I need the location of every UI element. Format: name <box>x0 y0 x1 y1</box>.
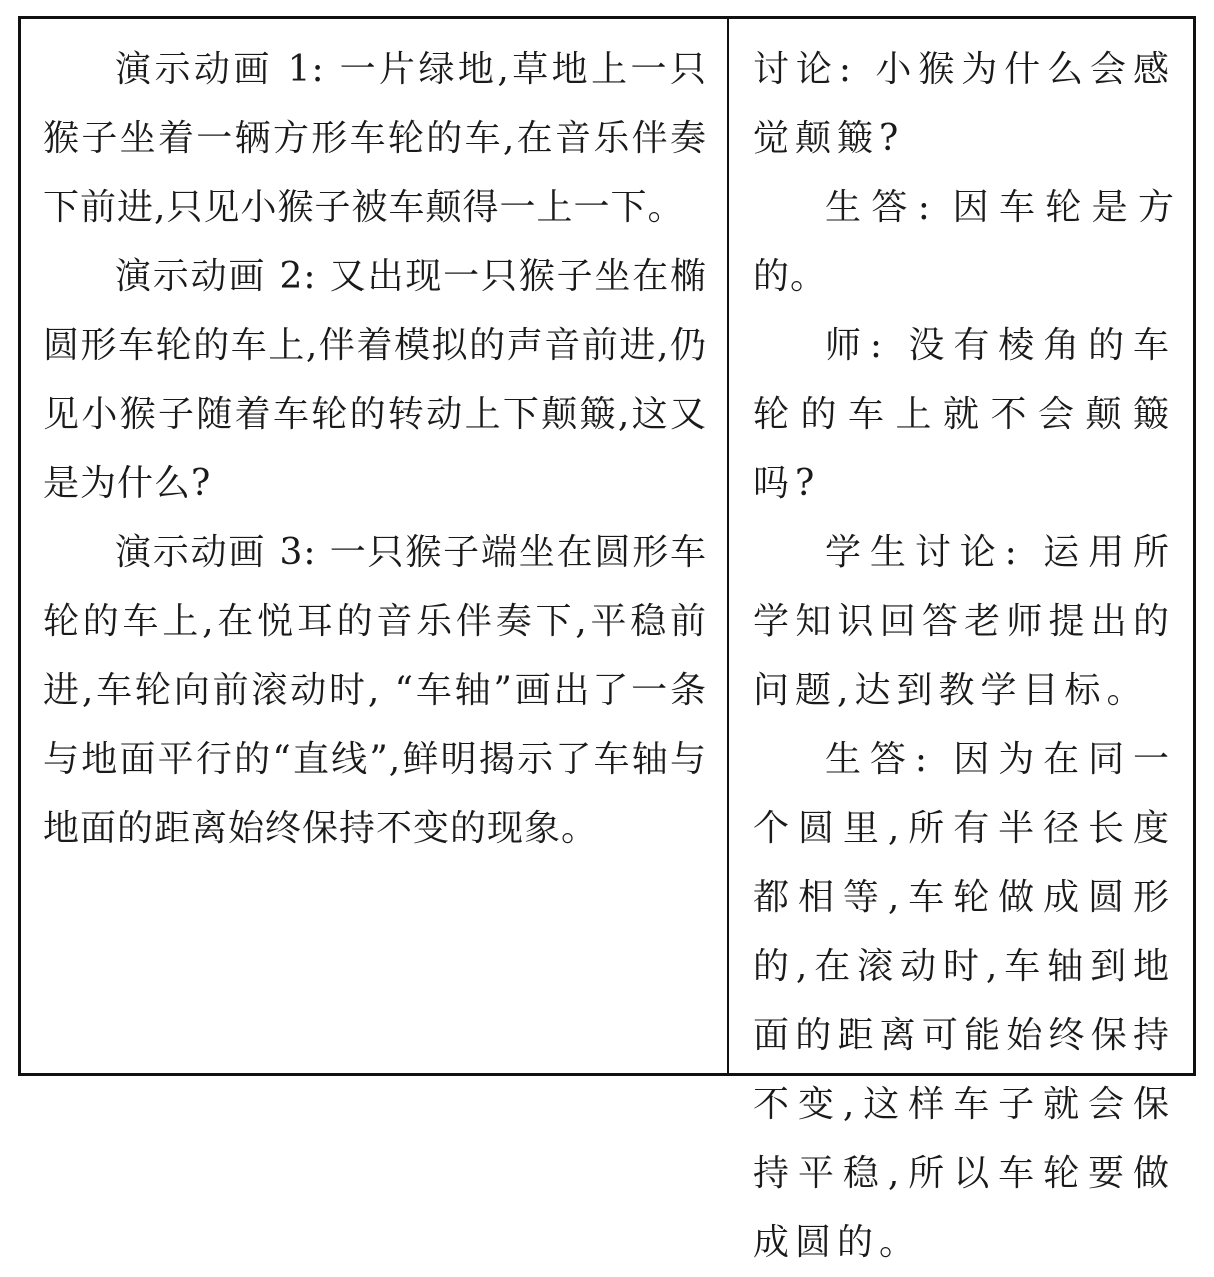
animation-3-paragraph: 演示动画 3: 一只猴子端坐在圆形车轮的车上,在悦耳的音乐伴奏下,平稳前进,车轮向前滚动时, “车轴”画出了一条与地面平行的“直线”,鲜明揭示了车轴与地面的距离始终保持不变的现象。 <box>43 532 707 849</box>
right-column <box>729 19 1193 1263</box>
left-column <box>21 19 729 1073</box>
student-discussion-paragraph: 学生讨论: 运用所学知识回答老师提出的问题,达到教学目标。 <box>753 532 1175 711</box>
teacher-question-paragraph: 师: 没有棱角的车轮的车上就不会颠簸吗? <box>753 325 1175 504</box>
animation-1-paragraph: 演示动画 1: 一片绿地,草地上一只猴子坐着一辆方形车轮的车,在音乐伴奏下前进,只见小猴子被车颠得一上一下。 <box>43 49 707 228</box>
discussion-paragraph: 讨论: 小猴为什么会感觉颠簸? <box>753 49 1175 159</box>
two-column-table <box>18 16 1196 1263</box>
student-answer-1-paragraph: 生答: 因车轮是方的。 <box>753 187 1175 297</box>
animation-2-paragraph: 演示动画 2: 又出现一只猴子坐在椭圆形车轮的车上,伴着模拟的声音前进,仍见小猴子随着车轮的转动上下颠簸,这又是为什么? <box>43 256 707 504</box>
student-answer-2-paragraph: 生答: 因为在同一个圆里,所有半径长度都相等,车轮做成圆形的,在滚动时,车轴到地面的距离可能始终保持不变,这样车子就会保持平稳,所以车轮要做成圆的。 <box>753 739 1175 1263</box>
